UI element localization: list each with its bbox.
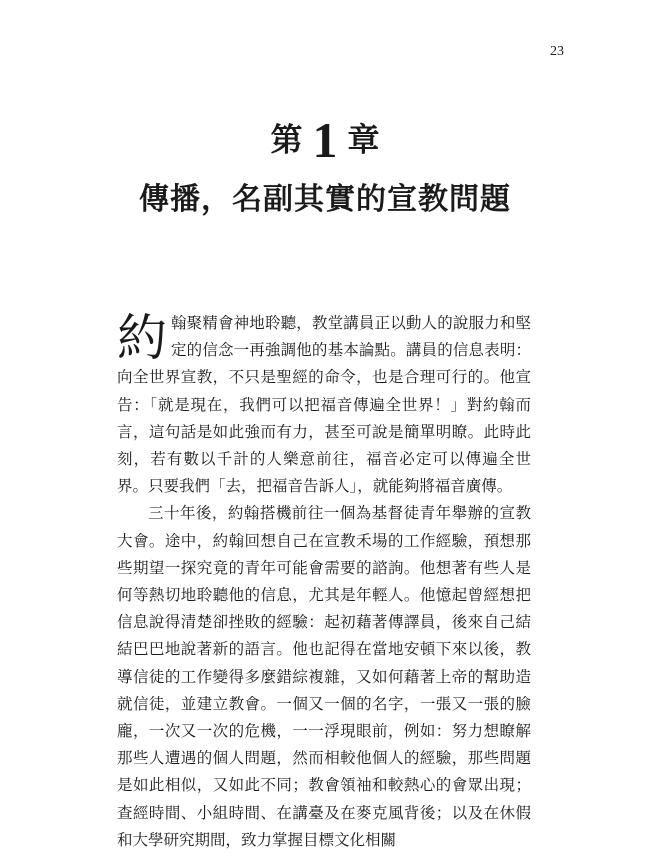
chapter-number: 1 bbox=[312, 111, 338, 168]
chapter-prefix: 第 bbox=[270, 120, 303, 159]
drop-cap: 約 bbox=[117, 309, 167, 367]
chapter-heading bbox=[0, 111, 650, 168]
paragraph-1 bbox=[117, 310, 531, 500]
page-number: 23 bbox=[550, 44, 564, 59]
chapter-body bbox=[117, 310, 531, 854]
chapter-suffix: 章 bbox=[347, 120, 380, 159]
paragraph-1-text: 翰聚精會神地聆聽，教堂講員正以動人的說服力和堅定的信念一再強調他的基本論點。講員的信息表明：向全世界宣教，不只是聖經的命令，也是合理可行的。他宣告：「就是現在，我們可以把福音傳遍全世界！」對約翰而言，這句話是如此強而有力，甚至可說是簡單明瞭。此時此刻，若有數以千計的人樂意前往，福音必定可以傳遍全世界。只要我們「去，把福音告訴人」，就能夠將福音廣傳。 bbox=[117, 314, 531, 496]
chapter-title: 傳播，名副其實的宣教問題 bbox=[139, 182, 511, 217]
paragraph-2: 三十年後，約翰搭機前往一個為基督徒青年舉辦的宣教大會。途中，約翰回想自己在宣教禾場的工作經驗，預想那些期望一探究竟的青年可能會需要的諮詢。他想著有些人是何等熱切地聆聽他的信息，尤其是年輕人。他憶起曾經想把信息說得清楚卻挫敗的經驗：起初藉著傳譯員，後來自己結結巴巴地說著新的語言。他也記得在當地安頓下來以後，教導信徒的工作變得多麼錯綜複雜，又如何藉著上帝的幫助造就信徒，並建立教會。一個又一個的名字，一張又一張的臉龐，一次又一次的危機，一一浮現眼前，例如：努力想瞭解那些人遭遇的個人問題，然而相較他個人的經驗，那些問題是如此相似，又如此不同；教會領袖和較熱心的會眾出現；查經時間、小組時間、在講臺及在麥克風背後；以及在休假和大學研究期間，致力掌握目標文化相關 bbox=[117, 504, 531, 849]
